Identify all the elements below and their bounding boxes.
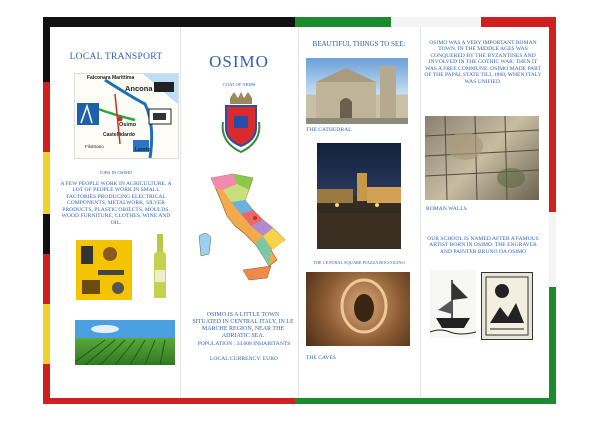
frame-right-green [549, 287, 556, 404]
map-label-falconara: Falconara Marittima [87, 75, 135, 81]
map-label-loreto: Loreto [135, 147, 151, 153]
frame-left-black [43, 17, 50, 82]
panel-title-see: BEAUTIFUL THINGS TO SEE: [312, 40, 406, 48]
cathedral-photo [306, 58, 408, 124]
wine-bottle-illustration [148, 232, 172, 302]
engraving-landscape [481, 272, 533, 340]
transport-map [74, 73, 179, 159]
jobs-heading: JOBS IN OSIMO [99, 170, 133, 175]
caption-caves: THE CAVES [306, 355, 336, 361]
caves-illustration [306, 272, 410, 346]
engraving-ship [430, 270, 476, 338]
history-text: OSIMO WAS A VERY IMPORTANT ROMAN TOWN. IN THE MIDDLE AGES WAS CONQUERED BY THE BYZANTINES AND INVOLVED IN THE GOTHIC WAR. THEN IT WAS A FREE COMMUNE. OSIMO MADE PART OF THE PAPAL STATE TILL 1860, WHEN ITALY WAS UNIFIED. [424, 40, 542, 85]
currency-text: LOCAL CURRENCY: EURO [210, 356, 278, 362]
intro-text: OSIMO IS A LITTLE TOWN SITUATED IN CENTRAL ITALY, IN LE MARCHE REGION, NEAR THE ADRIATIC SEA. [192, 312, 294, 339]
tools-illustration [76, 240, 132, 300]
caption-square: THE CENTRAL SQUARE PIAZZA BOCCOLINO [313, 260, 405, 265]
jobs-text: A FEW PEOPLE WORK IN AGRICULTURE. A LOT OF PEOPLE WORK IN SMALL FACTORIES PRODUCING ELECTRICAL COMPONENTS, METALWORK, SILVER PRODUCTS, PLASTIC OBJECTS, MOULDS, WOOD FURNITURE, CLOTHES, WINE AND OIL. [60, 181, 172, 226]
italy-map-illustration [193, 170, 293, 285]
coat-caption: COAT OF ARMS [222, 82, 256, 87]
frame-left-black-2 [43, 214, 50, 254]
map-label-ancona: Ancona [125, 84, 153, 93]
frame-right-red [549, 17, 556, 212]
frame-top-red [481, 17, 556, 27]
frame-left-yellow-2 [43, 304, 50, 364]
caption-cathedral: THE CATHEDRAL [306, 127, 352, 133]
frame-bottom-green [295, 398, 556, 404]
caves-photo [306, 272, 410, 346]
frame-top-white [391, 17, 481, 27]
vineyard-image [75, 320, 175, 365]
vineyard-illustration [75, 320, 175, 365]
coat-of-arms [220, 92, 262, 154]
map-label-filottrano: Filottrano [85, 144, 104, 149]
italy-map [193, 170, 293, 285]
coat-of-arms-icon [220, 92, 262, 154]
roman-walls-illustration [425, 116, 539, 200]
roman-walls-photo [425, 116, 539, 200]
frame-bottom-red [43, 398, 295, 404]
population-text: POPULATION : 34.608 INHABITANTS [197, 341, 291, 347]
school-text: OUR SCHOOL IS NAMED AFTER A FAMOUS ARTIST BORN IN OSIMO: THE ENGRAVER AND PAINTER BRUNO DA OSIMO [427, 236, 539, 255]
frame-right-white [549, 212, 556, 287]
frame-left-yellow [43, 152, 50, 214]
wine-image [148, 232, 172, 302]
map-label-castelfidardo: Castelfidardo [103, 132, 135, 138]
engraving-landscape-illustration [482, 273, 532, 339]
industry-image [76, 240, 132, 300]
engraving-ship-illustration [430, 270, 476, 338]
panel-title: LOCAL TRANSPORT [69, 52, 163, 62]
frame-top-green [295, 17, 391, 27]
frame-top-black [43, 17, 295, 27]
panel-title-osimo: OSIMO [209, 52, 269, 71]
fold-line-2 [298, 27, 299, 398]
map-label-osimo: Osimo [119, 122, 137, 128]
fold-line-3 [420, 27, 421, 398]
frame-left-red [43, 82, 50, 152]
frame-left-red-2 [43, 254, 50, 304]
caption-roman-walls: ROMAN WALLS [426, 206, 467, 212]
cathedral-illustration [306, 58, 408, 124]
square-night-illustration [317, 143, 401, 249]
fold-line-1 [180, 27, 181, 398]
square-photo [317, 143, 401, 249]
